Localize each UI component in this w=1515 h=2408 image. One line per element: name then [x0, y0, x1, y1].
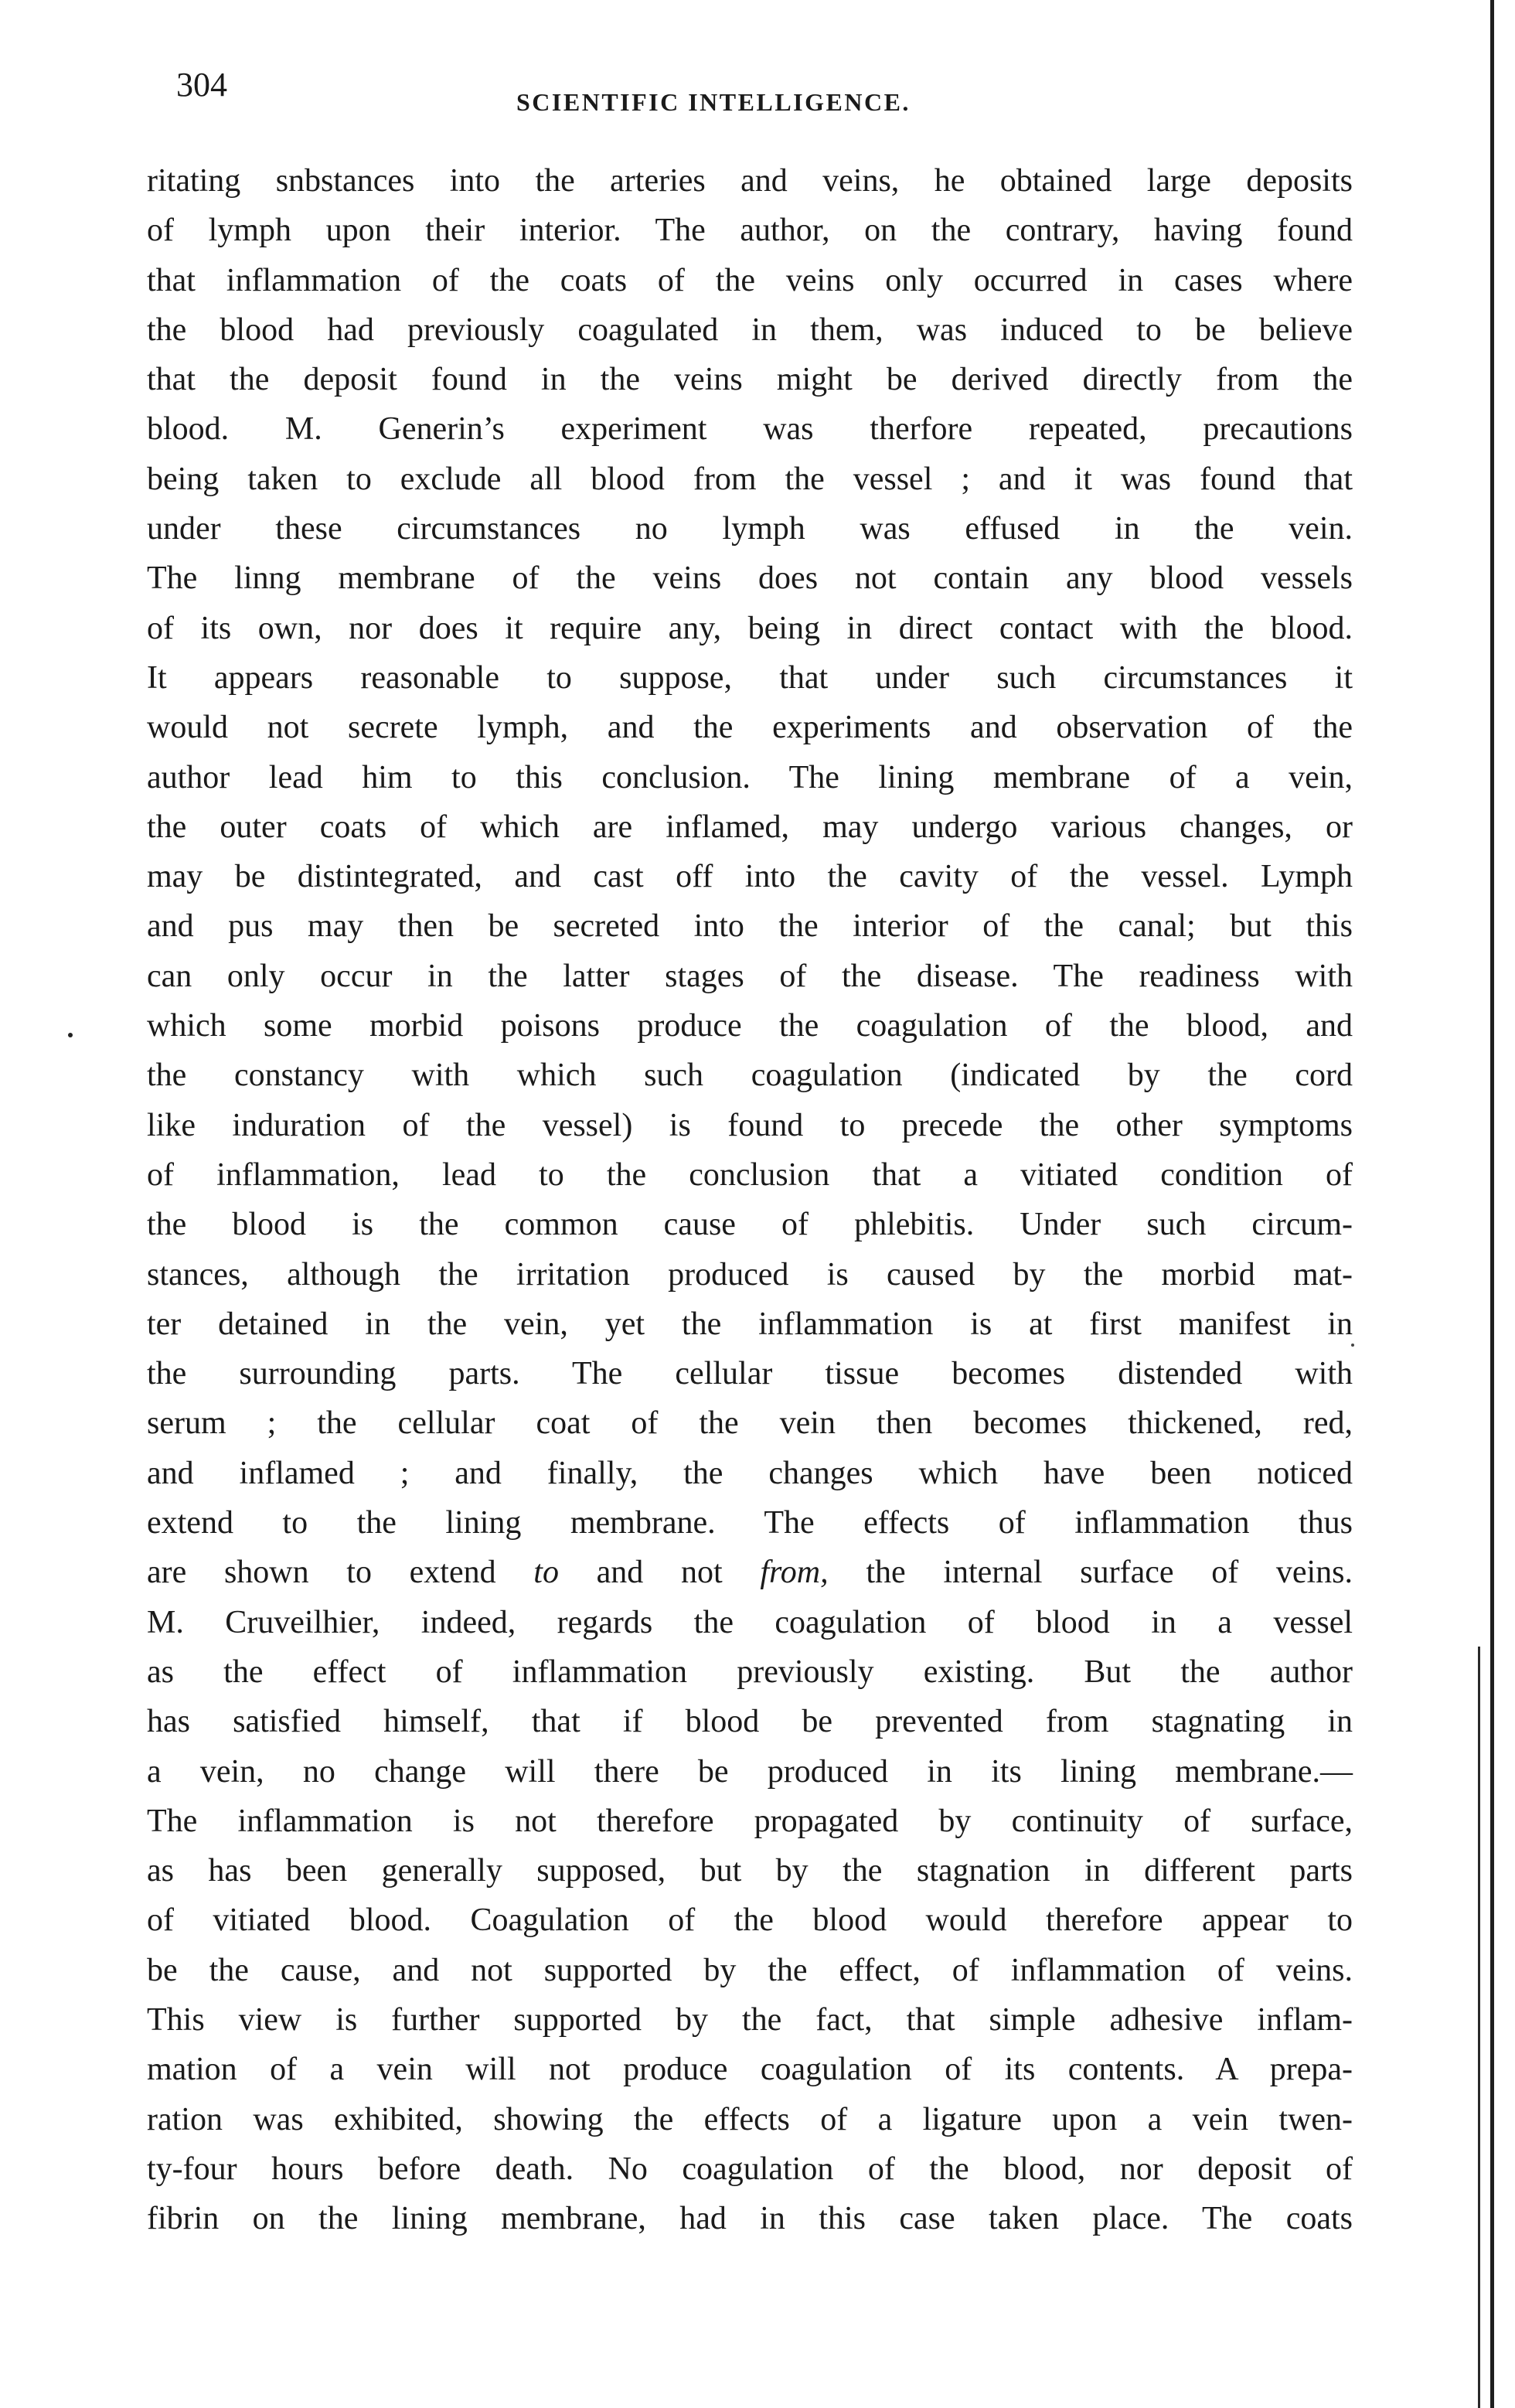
margin-mark [68, 1033, 73, 1037]
text-line: of lymph upon their interior. The author, on the contrary, having found [147, 213, 1353, 249]
text-line: of inflammation, lead to the conclusion that a vitiated condition of [147, 1156, 1353, 1193]
text-line: ty-four hours before death. No coagulation of the blood, nor deposit of [147, 2151, 1353, 2187]
text-line: mation of a vein will not produce coagulation of its contents. A prepa- [147, 2052, 1353, 2088]
text-line: would not secrete lymph, and the experiments and observation of the [147, 710, 1353, 746]
text-line: the outer coats of which are inflamed, may undergo various changes, or [147, 809, 1353, 845]
text-line: can only occur in the latter stages of the disease. The readiness with [147, 958, 1353, 994]
text-line: as has been generally supposed, but by the stagnation in different parts [147, 1853, 1353, 1889]
text-run: and not [596, 1555, 723, 1591]
text-line: the blood had previously coagulated in them, was induced to be believe [147, 312, 1353, 348]
text-run: the internal surface of veins. [866, 1555, 1353, 1591]
text-line: The inflammation is not therefore propagated by continuity of surface, [147, 1803, 1353, 1839]
text-line: stances, although the irritation produced is caused by the morbid mat- [147, 1256, 1353, 1293]
running-head: SCIENTIFIC INTELLIGENCE. [516, 88, 911, 116]
page-number: 304 [176, 66, 227, 104]
text-line: ritating snbstances into the arteries and veins, he obtained large deposits [147, 163, 1353, 199]
text-line: a vein, no change will there be produced in its lining membrane.— [147, 1753, 1353, 1790]
text-line: as the effect of inflammation previously existing. But the author [147, 1654, 1353, 1690]
text-line: ration was exhibited, showing the effects of a ligature upon a vein twen- [147, 2101, 1353, 2137]
text-line: has satisfied himself, that if blood be prevented from stagnating in [147, 1704, 1353, 1740]
text-line: of vitiated blood. Coagulation of the blood would therefore appear to [147, 1902, 1353, 1939]
text-line: and inflamed ; and finally, the changes which have been noticed [147, 1455, 1353, 1491]
text-run-italic: to [533, 1555, 559, 1591]
text-line: be the cause, and not supported by the effect, of inflammation of veins. [147, 1952, 1353, 1988]
text-line: of its own, nor does it require any, being in direct contact with the blood. [147, 610, 1353, 646]
text-line: and pus may then be secreted into the interior of the canal; but this [147, 908, 1353, 945]
text-line: serum ; the cellular coat of the vein then becomes thickened, red, [147, 1405, 1353, 1442]
text-line: the blood is the common cause of phlebitis. Under such circum- [147, 1207, 1353, 1243]
text-line: may be distintegrated, and cast off into the cavity of the vessel. Lymph [147, 859, 1353, 895]
text-line: being taken to exclude all blood from the vessel ; and it was found that [147, 461, 1353, 497]
text-line: the surrounding parts. The cellular tissue becomes distended with [147, 1356, 1353, 1392]
page-edge-rule-lower [1478, 1647, 1480, 2408]
text-run-italic: from, [760, 1555, 829, 1591]
body-text [147, 156, 1353, 2243]
text-line: under these circumstances no lymph was effused in the vein. [147, 511, 1353, 547]
text-line: This view is further supported by the fact, that simple adhesive inflam- [147, 2001, 1353, 2038]
text-line: that the deposit found in the veins might be derived directly from the [147, 362, 1353, 398]
text-line: fibrin on the lining membrane, had in this case taken place. The coats [147, 2201, 1353, 2237]
text-line: M. Cruveilhier, indeed, regards the coagulation of blood in a vessel [147, 1604, 1353, 1640]
text-line: ter detained in the vein, yet the inflammation is at first manifest in [147, 1306, 1353, 1342]
text-line: the constancy with which such coagulation (indicated by the cord [147, 1058, 1353, 1094]
text-run: are shown to extend [147, 1555, 496, 1591]
text-line: blood. M. Generin’s experiment was therfore repeated, precautions [147, 411, 1353, 448]
text-line: It appears reasonable to suppose, that under such circumstances it [147, 659, 1353, 696]
text-line: author lead him to this conclusion. The lining membrane of a vein, [147, 759, 1353, 795]
text-line-mixed [147, 1548, 1353, 1597]
text-line: like induration of the vessel) is found to precede the other symptoms [147, 1107, 1353, 1143]
page-edge-rule [1490, 0, 1494, 2408]
text-line: The linng membrane of the veins does not contain any blood vessels [147, 560, 1353, 597]
text-line: which some morbid poisons produce the coagulation of the blood, and [147, 1008, 1353, 1044]
text-line: extend to the lining membrane. The effects of inflammation thus [147, 1505, 1353, 1541]
text-line: that inflammation of the coats of the veins only occurred in cases where [147, 262, 1353, 298]
